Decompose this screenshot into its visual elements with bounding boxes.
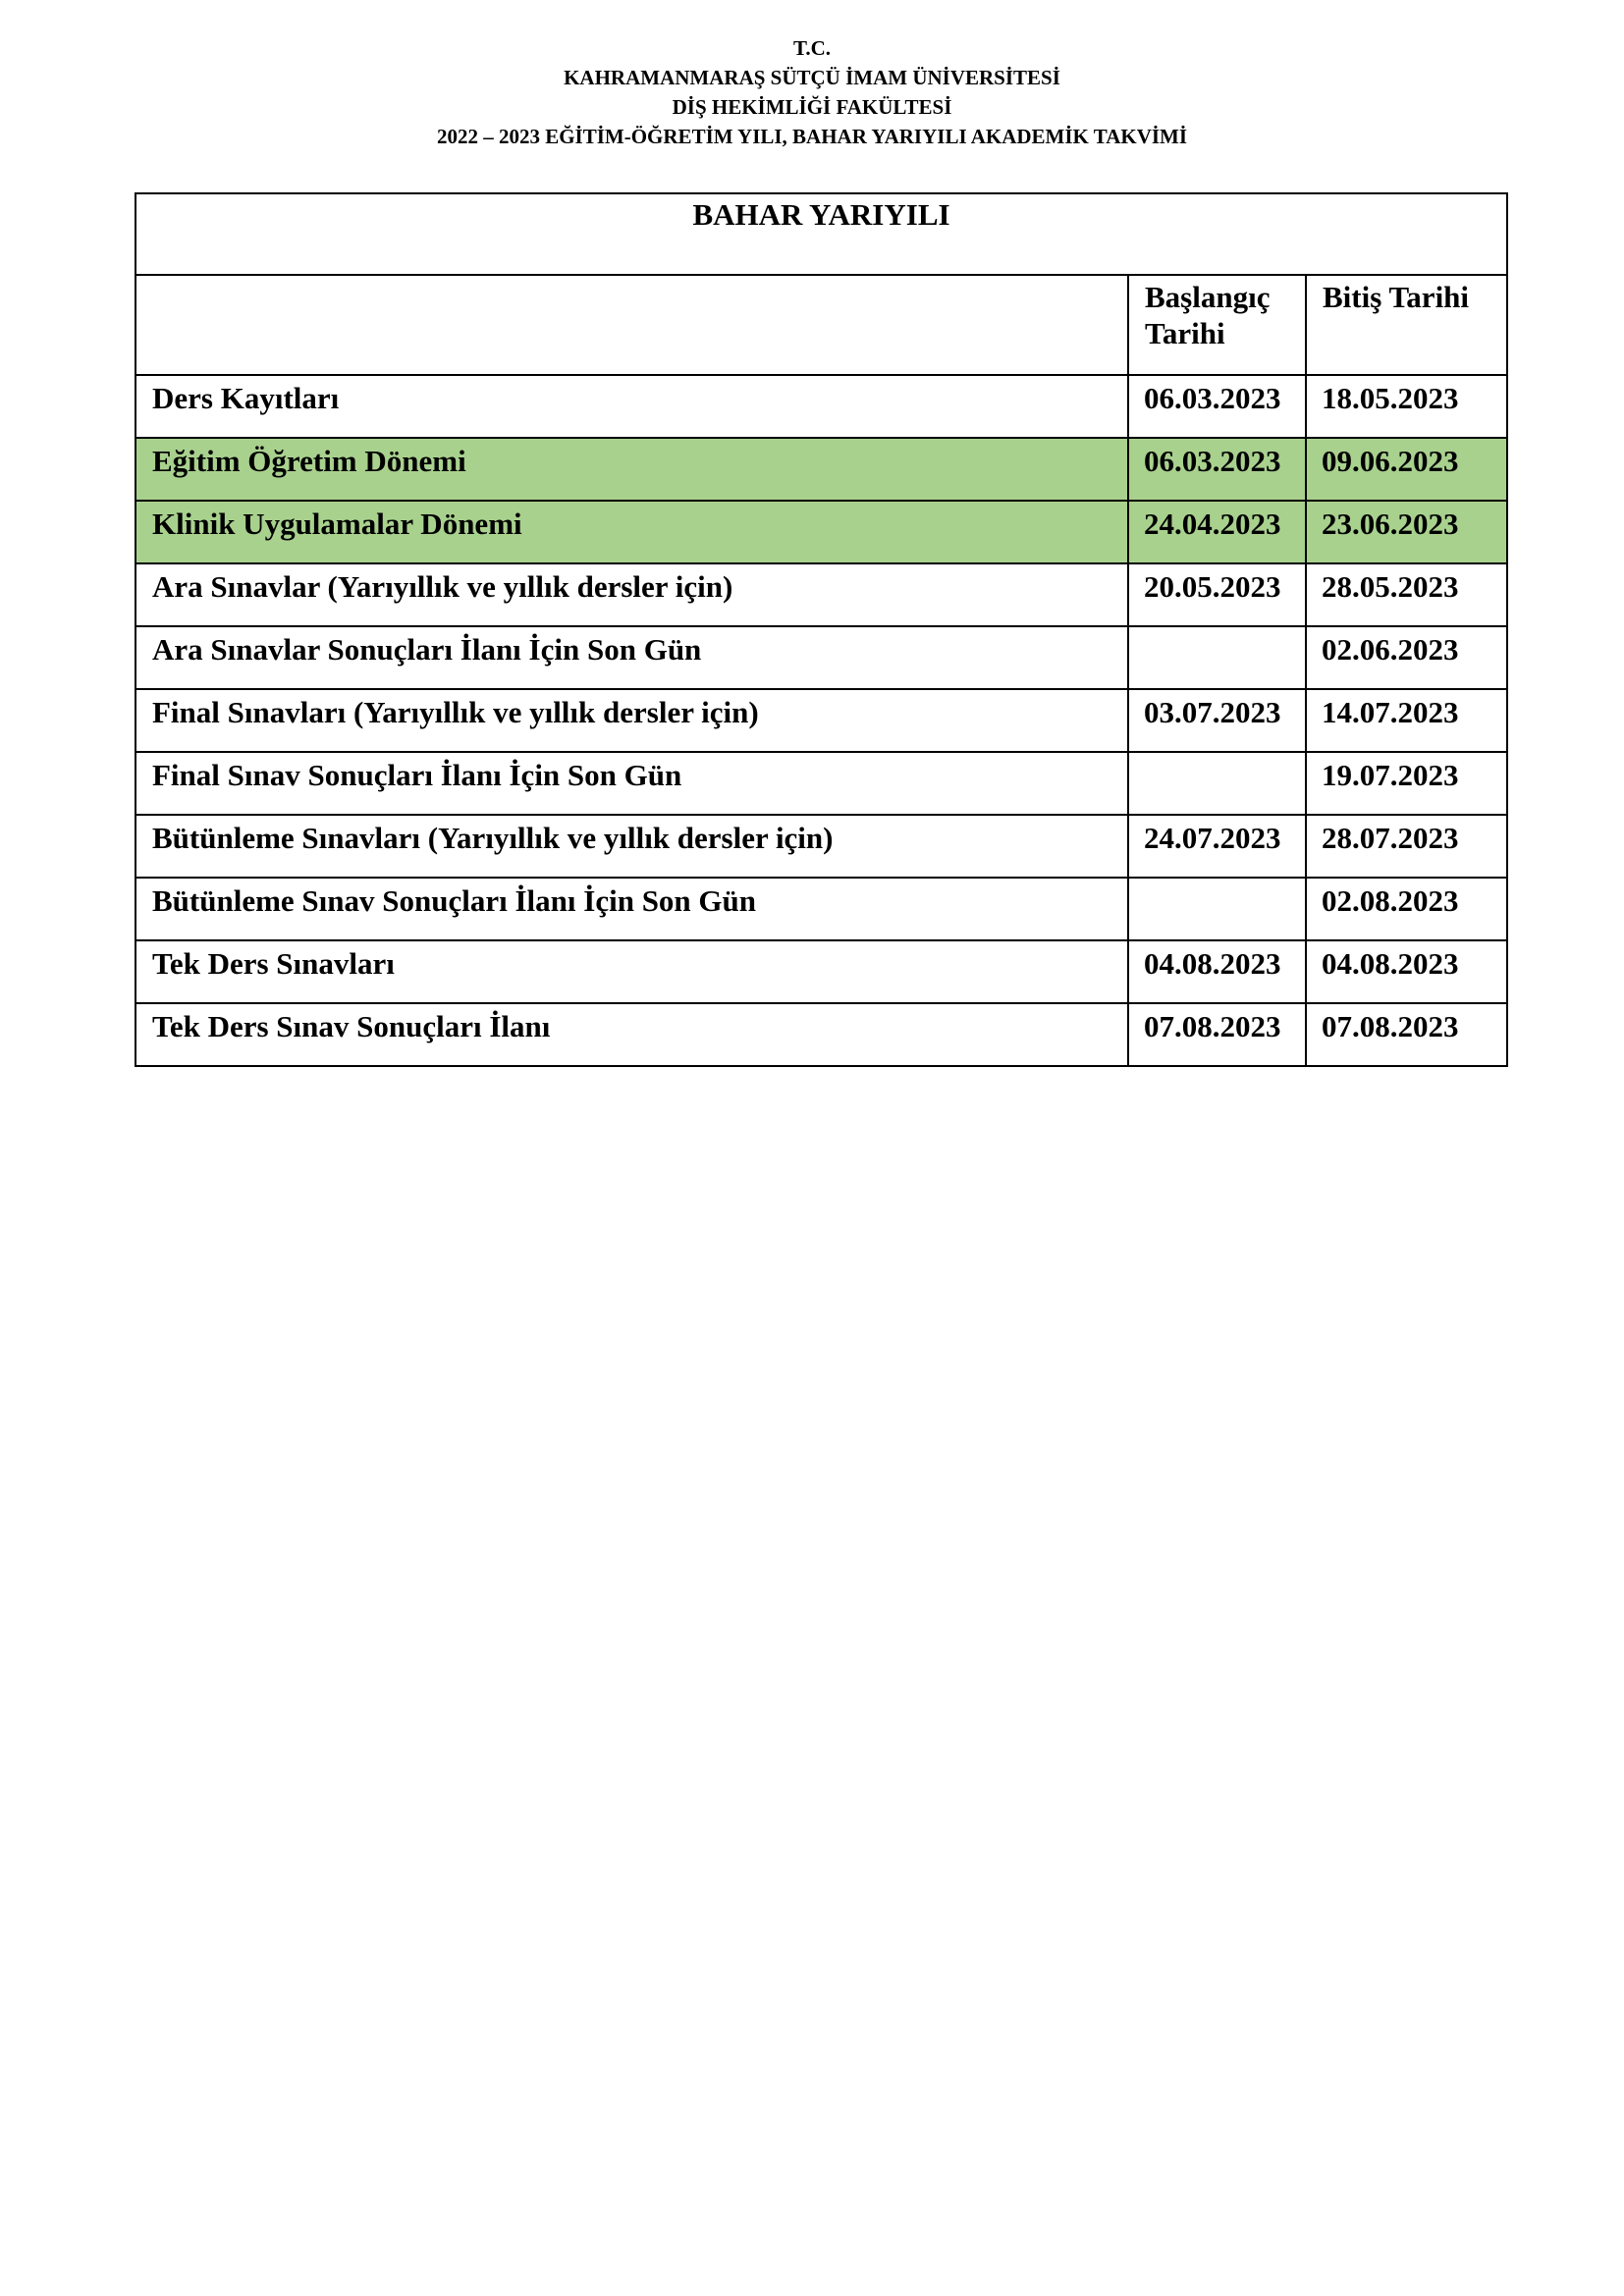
table-row	[135, 438, 1507, 501]
row-activity: Klinik Uygulamalar Dönemi	[135, 501, 1128, 563]
header-university: KAHRAMANMARAŞ SÜTÇÜ İMAM ÜNİVERSİTESİ	[564, 66, 1060, 89]
row-activity: Ara Sınavlar Sonuçları İlanı İçin Son Gün	[135, 626, 1128, 689]
row-end-date: 09.06.2023	[1306, 438, 1507, 501]
row-end-date: 04.08.2023	[1306, 940, 1507, 1003]
row-start-date: 03.07.2023	[1128, 689, 1306, 752]
header-faculty: DİŞ HEKİMLİĞİ FAKÜLTESİ	[672, 95, 952, 119]
academic-calendar-table	[135, 192, 1508, 1067]
row-end-date: 18.05.2023	[1306, 375, 1507, 438]
row-start-date: 20.05.2023	[1128, 563, 1306, 626]
table-row	[135, 878, 1507, 940]
header-line-tc: T.C.	[792, 36, 832, 60]
row-start-date: 04.08.2023	[1128, 940, 1306, 1003]
row-start-date	[1128, 752, 1306, 815]
document-header	[0, 33, 1624, 151]
row-start-date: 24.04.2023	[1128, 501, 1306, 563]
row-end-date: 02.08.2023	[1306, 878, 1507, 940]
row-end-date: 02.06.2023	[1306, 626, 1507, 689]
table-title: BAHAR YARIYILI	[135, 193, 1507, 275]
column-header-end-date: Bitiş Tarihi	[1306, 275, 1507, 375]
table-row	[135, 626, 1507, 689]
row-start-date	[1128, 878, 1306, 940]
row-end-date: 07.08.2023	[1306, 1003, 1507, 1066]
row-end-date: 14.07.2023	[1306, 689, 1507, 752]
column-header-start-date: Başlangıç Tarihi	[1128, 275, 1306, 375]
row-activity: Bütünleme Sınavları (Yarıyıllık ve yıllık dersler için)	[135, 815, 1128, 878]
header-calendar-title: 2022 – 2023 EĞİTİM-ÖĞRETİM YILI, BAHAR YARIYILI AKADEMİK TAKVİMİ	[436, 125, 1188, 148]
table-title-row	[135, 193, 1507, 275]
table-row	[135, 815, 1507, 878]
table-row	[135, 689, 1507, 752]
column-header-row	[135, 275, 1507, 375]
row-start-date: 07.08.2023	[1128, 1003, 1306, 1066]
row-start-date: 06.03.2023	[1128, 438, 1306, 501]
row-start-date	[1128, 626, 1306, 689]
row-activity: Tek Ders Sınav Sonuçları İlanı	[135, 1003, 1128, 1066]
column-header-activity	[135, 275, 1128, 375]
table-row	[135, 375, 1507, 438]
row-activity: Eğitim Öğretim Dönemi	[135, 438, 1128, 501]
table-row	[135, 752, 1507, 815]
row-activity: Bütünleme Sınav Sonuçları İlanı İçin Son Gün	[135, 878, 1128, 940]
row-end-date: 19.07.2023	[1306, 752, 1507, 815]
row-end-date: 28.05.2023	[1306, 563, 1507, 626]
row-activity: Tek Ders Sınavları	[135, 940, 1128, 1003]
row-activity: Final Sınavları (Yarıyıllık ve yıllık dersler için)	[135, 689, 1128, 752]
row-activity: Final Sınav Sonuçları İlanı İçin Son Gün	[135, 752, 1128, 815]
table-row	[135, 501, 1507, 563]
table-row	[135, 563, 1507, 626]
table-row	[135, 940, 1507, 1003]
row-activity: Ders Kayıtları	[135, 375, 1128, 438]
row-end-date: 23.06.2023	[1306, 501, 1507, 563]
table-row	[135, 1003, 1507, 1066]
row-activity: Ara Sınavlar (Yarıyıllık ve yıllık dersler için)	[135, 563, 1128, 626]
row-start-date: 24.07.2023	[1128, 815, 1306, 878]
row-start-date: 06.03.2023	[1128, 375, 1306, 438]
row-end-date: 28.07.2023	[1306, 815, 1507, 878]
